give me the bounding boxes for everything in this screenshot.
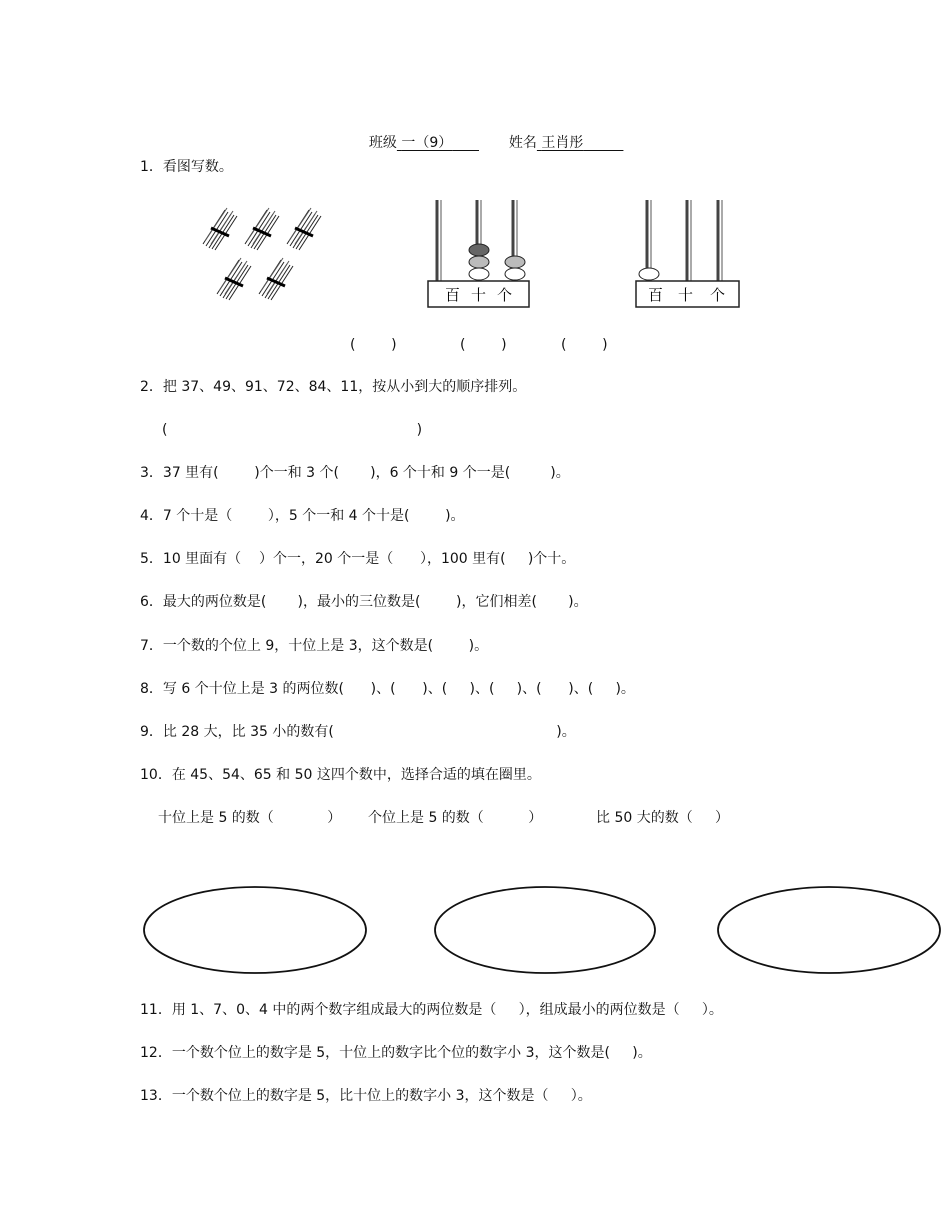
abacus-1-label-tens: 十: [471, 286, 487, 304]
q2-answer-blank[interactable]: ( ): [162, 422, 423, 438]
question-6: 6．最大的两位数是( )，最小的三位数是( )，它们相差( )。: [140, 594, 588, 610]
question-3: 3．37 里有( )个一和 3 个( )，6 个十和 9 个一是( )。: [140, 465, 570, 481]
q10-answer-circles: [140, 880, 945, 980]
question-5: 5．10 里面有（ ）个一，20 个一是（ ），100 里有( )个十。: [140, 551, 576, 567]
stick-bundles-image: [195, 200, 345, 315]
class-value: 一（9）: [401, 135, 453, 151]
abacus-1-label-hundreds: 百: [445, 286, 461, 304]
name-field: [500, 116, 623, 152]
question-12: 12．一个数个位上的数字是 5，十位上的数字比个位的数字小 3，这个数是( )。: [140, 1045, 652, 1061]
class-field: [360, 116, 479, 152]
q1-blank-3[interactable]: ( ): [561, 337, 608, 353]
question-1: 1．看图写数。: [140, 159, 233, 175]
q1-blank-2[interactable]: ( ): [460, 337, 507, 353]
question-8: 8．写 6 个十位上是 3 的两位数( )、( )、( )、( )、( )、( )。: [140, 681, 635, 697]
class-label: 班级: [368, 135, 397, 151]
name-label: 姓名: [508, 135, 537, 151]
q10-category-ones-5: 个位上是 5 的数（ ）: [368, 810, 543, 826]
q1-blank-1[interactable]: ( ): [350, 337, 397, 353]
question-7: 7．一个数的个位上 9，十位上是 3，这个数是( )。: [140, 638, 489, 654]
answer-circle-3: [718, 887, 940, 973]
answer-circle-1: [144, 887, 366, 973]
question-10: 10．在 45、54、65 和 50 这四个数中，选择合适的填在圈里。: [140, 767, 541, 783]
abacus-1: [425, 200, 535, 310]
question-11: 11．用 1、7、0、4 中的两个数字组成最大的两位数是（ ），组成最小的两位数是（ ）。: [140, 1002, 723, 1018]
answer-circle-2: [435, 887, 655, 973]
question-2: 2．把 37、49、91、72、84、11，按从小到大的顺序排列。: [140, 379, 527, 395]
abacus-2-label-hundreds: 百: [648, 286, 664, 304]
q10-category-greater-50: 比 50 大的数（ ）: [596, 810, 729, 826]
q10-category-tens-5: 十位上是 5 的数（ ）: [158, 810, 342, 826]
abacus-2-label-tens: 十: [678, 286, 694, 304]
question-9: 9．比 28 大，比 35 小的数有( )。: [140, 724, 576, 740]
question-4: 4．7 个十是（ ），5 个一和 4 个十是( )。: [140, 508, 465, 524]
question-13: 13．一个数个位上的数字是 5，比十位上的数字小 3，这个数是（ ）。: [140, 1088, 592, 1104]
abacus-2-label-ones: 个: [710, 286, 726, 304]
abacus-2: [630, 200, 745, 310]
name-value: 王肖彤: [541, 135, 584, 151]
abacus-1-label-ones: 个: [497, 286, 513, 304]
